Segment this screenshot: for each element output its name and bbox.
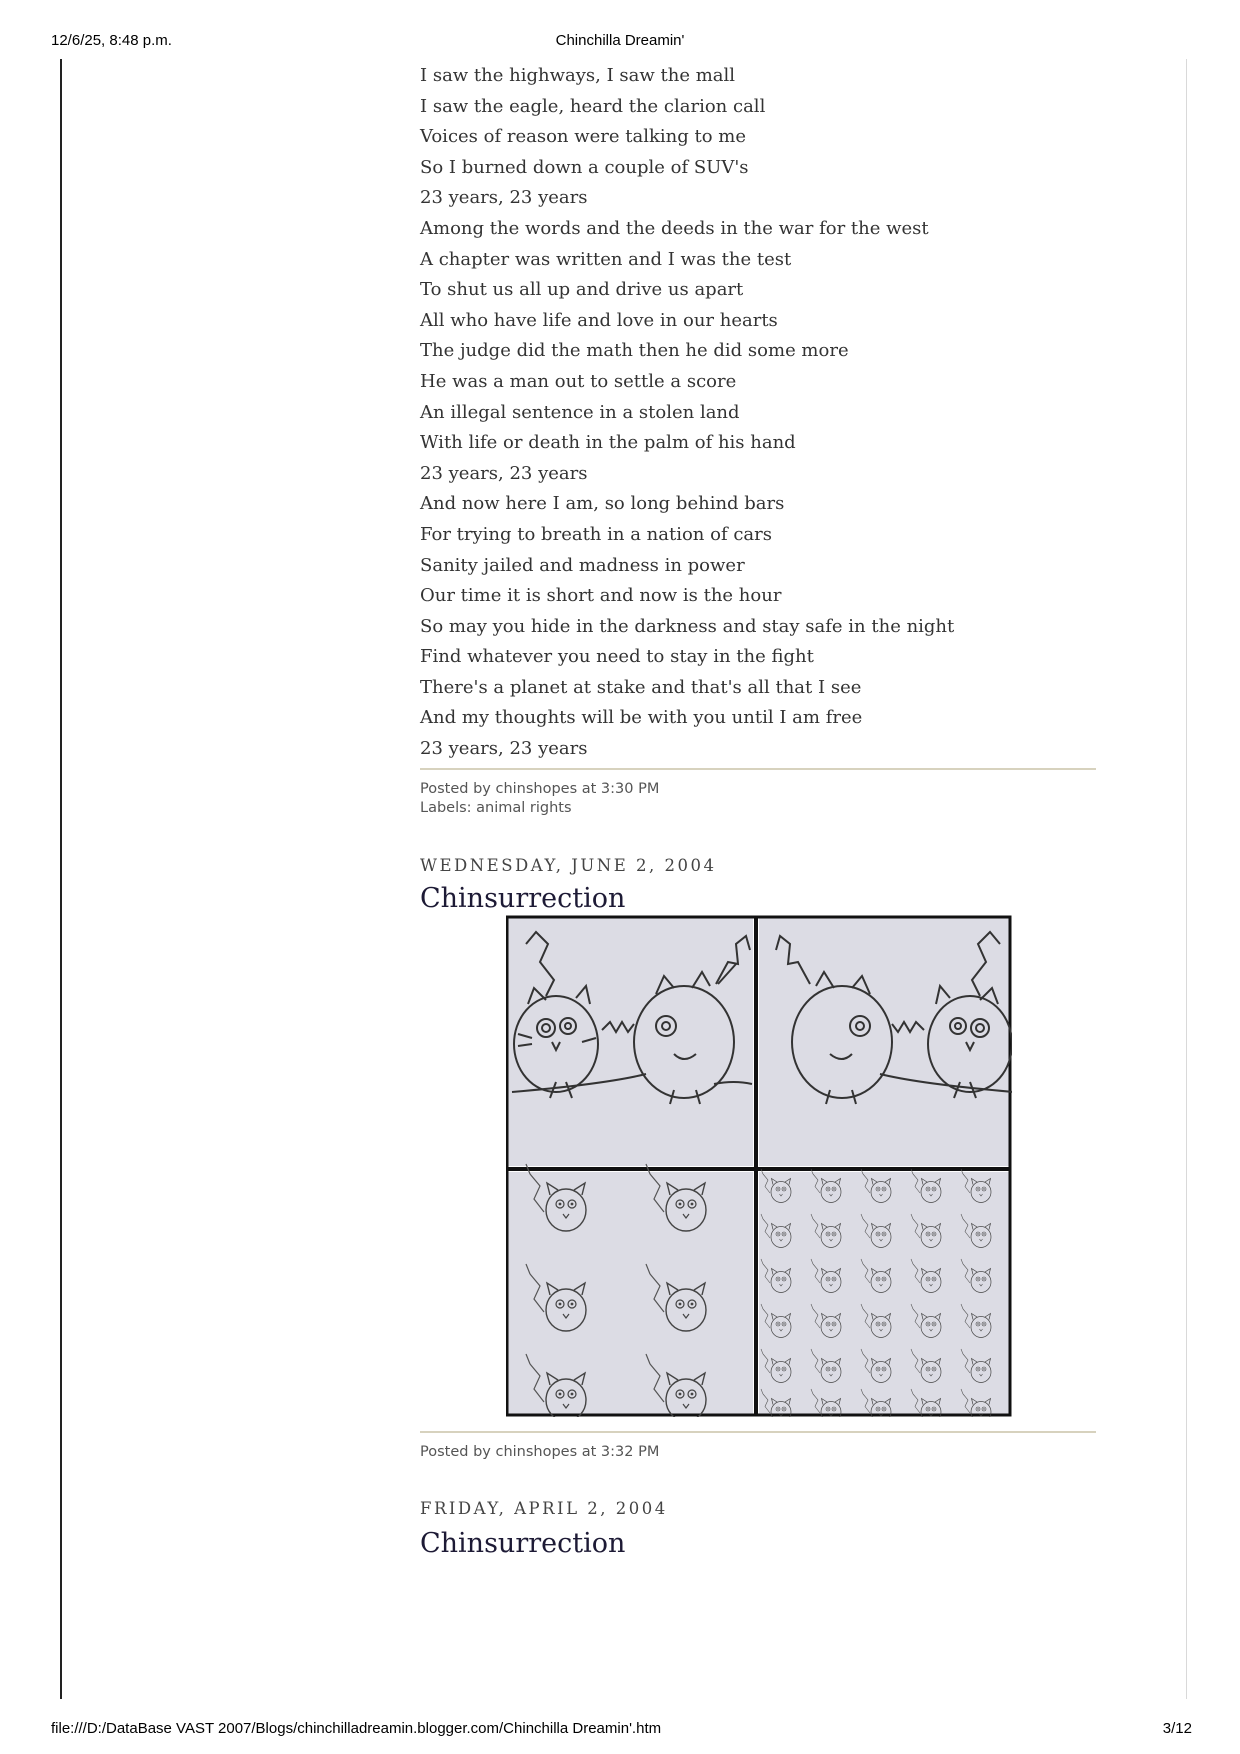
- post-author-line[interactable]: Posted by chinshopes at 3:30 PM: [420, 780, 660, 797]
- comic-image[interactable]: [506, 914, 1012, 1417]
- post-chinsurrection-april: [420, 1499, 1096, 1559]
- print-page-title: Chinchilla Dreamin': [555, 32, 685, 49]
- print-header: [0, 32, 1240, 52]
- poem-line: An illegal sentence in a stolen land: [420, 401, 740, 423]
- date-header: WEDNESDAY, JUNE 2, 2004: [420, 855, 717, 875]
- post-title[interactable]: Chinsurrection: [420, 882, 626, 914]
- post-footer: [420, 1443, 1096, 1462]
- poem-line: So I burned down a couple of SUV's: [420, 156, 749, 178]
- post-23-years: [420, 61, 1096, 818]
- poem-line: Sanity jailed and madness in power: [420, 554, 745, 576]
- post-body-poem: [420, 61, 1096, 765]
- post-labels[interactable]: Labels: animal rights: [420, 799, 572, 816]
- post-separator: [420, 1431, 1096, 1433]
- poem-line: To shut us all up and drive us apart: [420, 279, 744, 301]
- poem-line: 23 years, 23 years: [420, 187, 588, 209]
- poem-line: With life or death in the palm of his hand: [420, 432, 796, 454]
- comic-svg: [506, 914, 1012, 1417]
- poem-line: He was a man out to settle a score: [420, 370, 737, 392]
- poem-line: And my thoughts will be with you until I am free: [420, 707, 863, 729]
- poem-line: All who have life and love in our hearts: [420, 309, 778, 331]
- post-author-line[interactable]: Posted by chinshopes at 3:32 PM: [420, 1443, 660, 1460]
- print-datetime: 12/6/25, 8:48 p.m.: [51, 32, 172, 49]
- blog-main: [420, 57, 1096, 1559]
- poem-line: 23 years, 23 years: [420, 738, 588, 760]
- right-border: [1186, 59, 1187, 1699]
- poem-line: And now here I am, so long behind bars: [420, 493, 785, 515]
- poem-line: I saw the highways, I saw the mall: [420, 65, 736, 86]
- date-header: FRIDAY, APRIL 2, 2004: [420, 1498, 668, 1518]
- poem-line: Voices of reason were talking to me: [420, 126, 747, 148]
- poem-line: So may you hide in the darkness and stay safe in the night: [420, 615, 955, 637]
- print-footer: [0, 1720, 1240, 1740]
- poem-line: For trying to breath in a nation of cars: [420, 523, 772, 545]
- poem-line: 23 years, 23 years: [420, 462, 588, 484]
- post-chinsurrection-june: [420, 856, 1096, 1462]
- print-page-number: 3/12: [1162, 1720, 1192, 1737]
- poem-line: Among the words and the deeds in the war for the west: [420, 217, 929, 239]
- poem-line: There's a planet at stake and that's all that I see: [420, 676, 862, 698]
- print-file-path: file:///D:/DataBase VAST 2007/Blogs/chinchilladreamin.blogger.com/Chinchilla Dreamin'.htm: [51, 1720, 662, 1737]
- post-separator: [420, 768, 1096, 770]
- left-border: [60, 59, 62, 1699]
- poem-line: I saw the eagle, heard the clarion call: [420, 95, 766, 117]
- poem-line: The judge did the math then he did some more: [420, 340, 849, 362]
- poem-line: Find whatever you need to stay in the fight: [420, 646, 814, 668]
- poem-line: A chapter was written and I was the test: [420, 248, 792, 270]
- poem-line: Our time it is short and now is the hour: [420, 585, 782, 607]
- post-footer: [420, 780, 1096, 818]
- post-title[interactable]: Chinsurrection: [420, 1527, 626, 1559]
